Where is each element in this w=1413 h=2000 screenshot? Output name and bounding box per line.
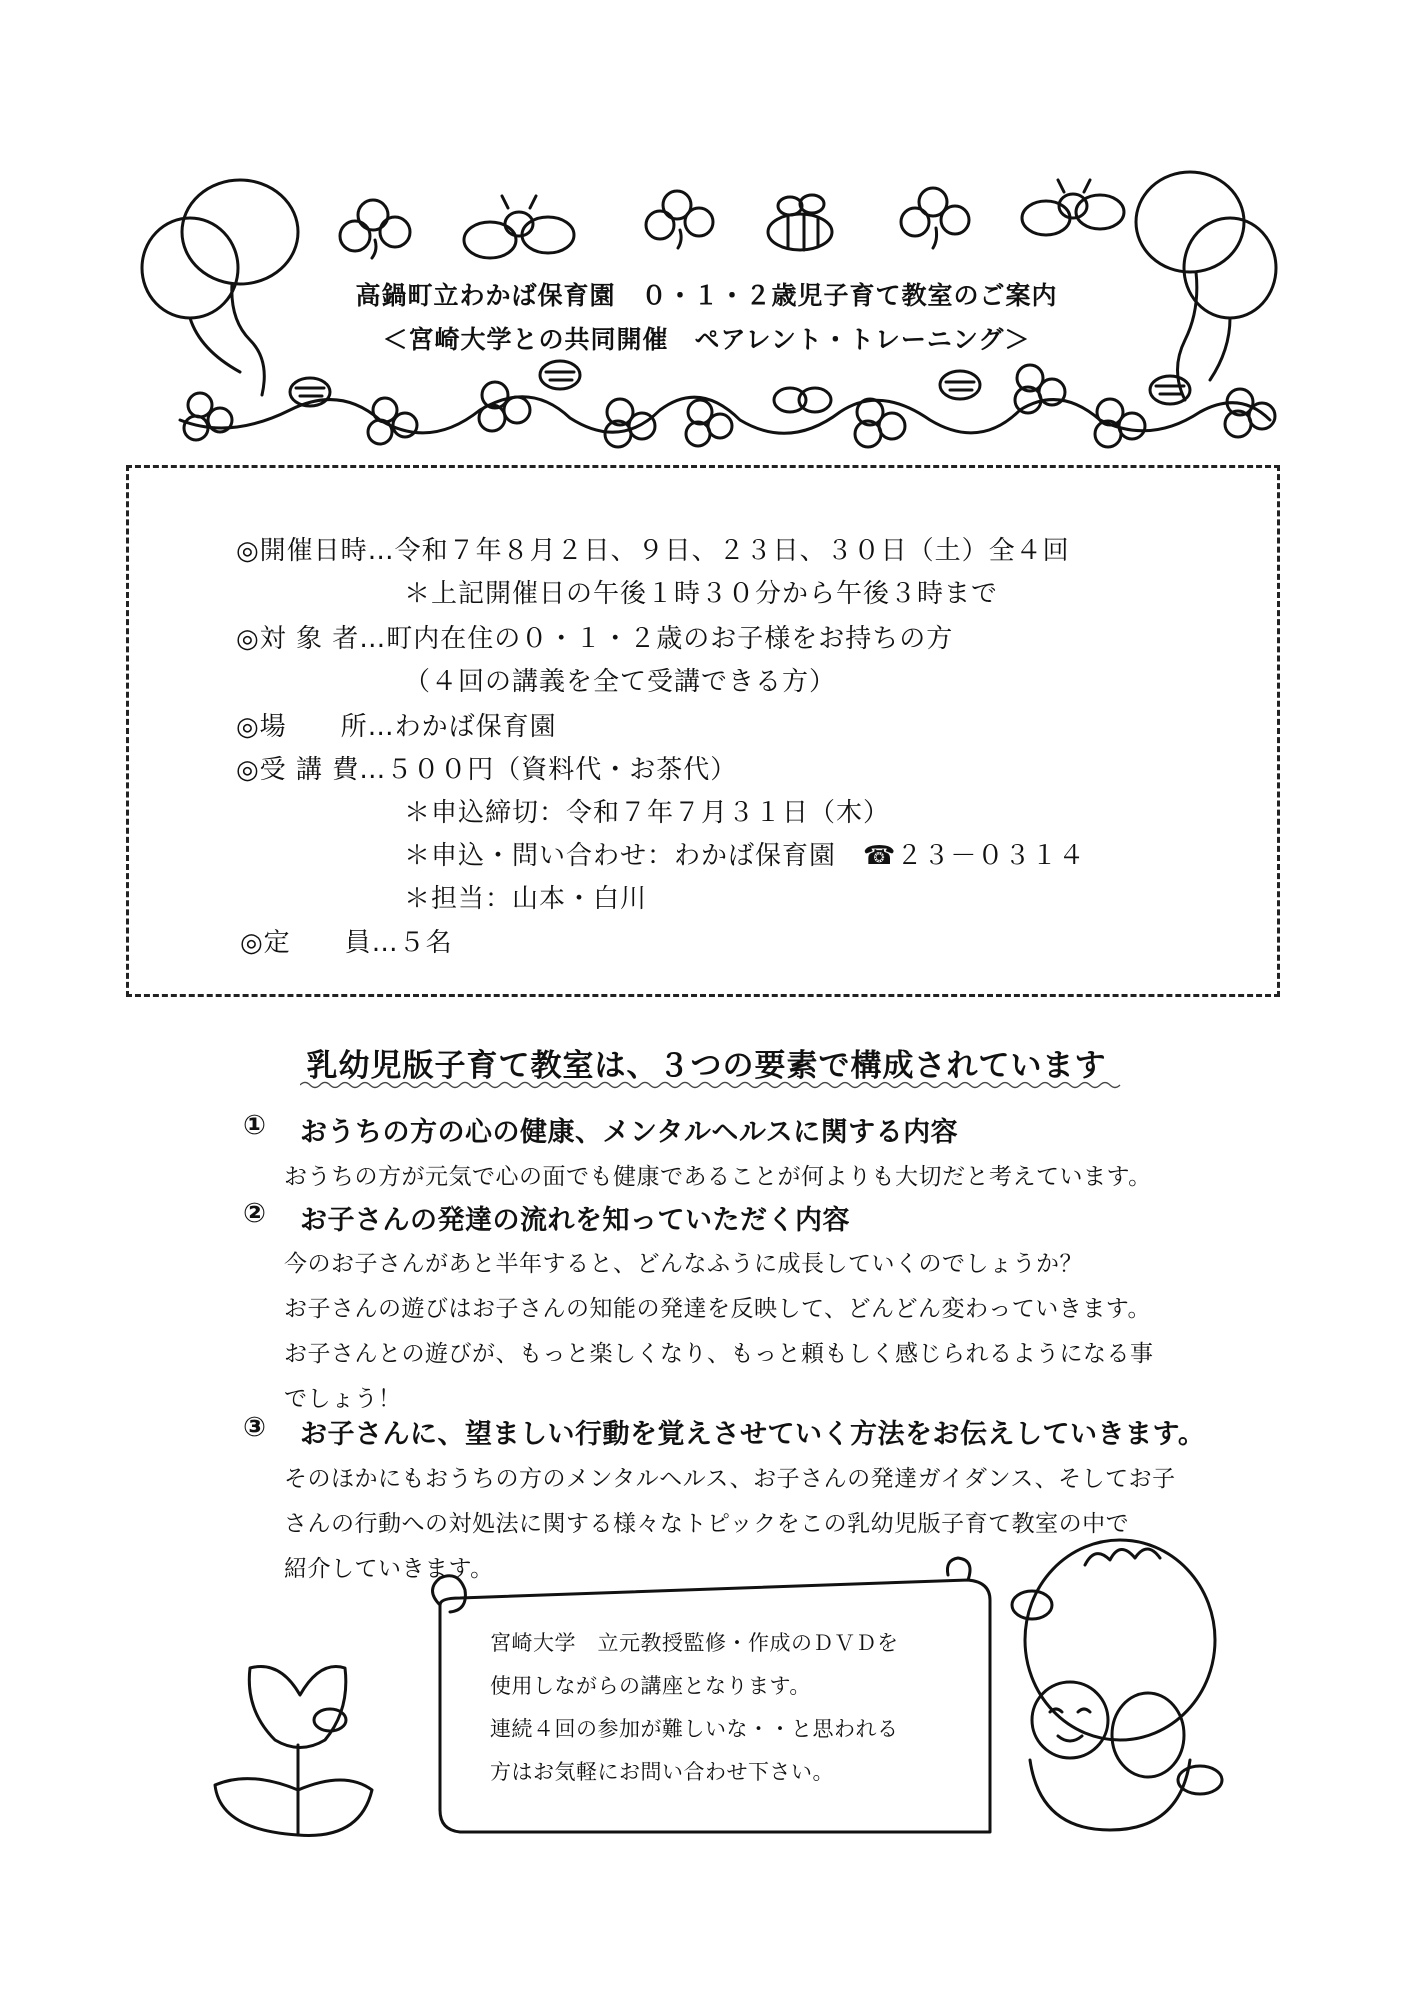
detail-line: （４回の講義を全て受講できる方） <box>404 667 837 697</box>
section-title: 乳幼児版子育て教室は、３つの要素で構成されています <box>306 1048 1107 1084</box>
note-line: 使用しながらの講座となります。 <box>490 1674 811 1698</box>
flower-icon <box>1150 376 1190 404</box>
note-line: 宮崎大学 立元教授監修・作成のＤＶＤを <box>490 1631 899 1655</box>
detail-line: ＊上記開催日の午後１時３０分から午後３時まで <box>404 579 999 609</box>
detail-line: ＊申込・問い合わせ：わかば保育園 ☎２３－０３１４ <box>404 841 1086 871</box>
wavy-underline <box>300 1080 1130 1090</box>
clover-icon <box>605 399 655 447</box>
tulip-icon <box>215 1667 372 1836</box>
detail-line: ◎開催日時…令和７年８月２日、９日、２３日、３０日（土）全４回 <box>236 536 1070 566</box>
clover-icon <box>646 191 713 248</box>
clover-icon <box>1225 389 1275 437</box>
detail-line: ◎対 象 者…町内在住の０・１・２歳のお子様をお持ちの方 <box>236 624 954 654</box>
note-line: 連続４回の参加が難しいな・・と思われる <box>490 1717 899 1741</box>
flower-icon <box>940 371 980 399</box>
item-body-line: そのほかにもおうちの方のメンタルヘルス、お子さんの発達ガイダンス、そしてお子 <box>284 1466 1176 1492</box>
clover-icon <box>184 393 232 440</box>
item-body-line: 紹介していきます。 <box>284 1556 494 1582</box>
item-body-line: でしょう！ <box>284 1386 402 1412</box>
item-body-line: 今のお子さんがあと半年すると、どんなふうに成長していくのでしょうか？ <box>284 1251 1083 1277</box>
item-number: ② <box>243 1198 266 1229</box>
clover-icon <box>855 399 905 447</box>
clover-icon <box>340 200 410 258</box>
item-title: お子さんの発達の流れを知っていただく内容 <box>300 1205 850 1236</box>
clover-icon <box>1015 365 1065 413</box>
item-body-line: お子さんとの遊びが、もっと楽しくなり、もっと頼もしく感じられるようになる事 <box>284 1341 1154 1367</box>
item-number: ③ <box>243 1412 266 1443</box>
flower-icon <box>540 361 580 389</box>
hot-air-balloon-icon <box>1012 1540 1222 1830</box>
detail-line: ◎定 員…５名 <box>240 928 453 958</box>
clover-icon <box>479 382 530 431</box>
item-number: ① <box>243 1110 266 1141</box>
detail-line: ＊担当：山本・白川 <box>404 884 648 914</box>
item-body-line: おうちの方が元気で心の面でも健康であることが何よりも大切だと考えています。 <box>284 1164 1152 1190</box>
clover-icon <box>368 398 417 444</box>
butterfly-bug-icon <box>464 196 574 258</box>
page-subtitle: ＜宮崎大学との共同開催 ペアレント・トレーニング＞ <box>382 325 1031 354</box>
clover-icon <box>901 188 969 248</box>
item-title: お子さんに、望ましい行動を覚えさせていく方法をお伝えしていきます。 <box>300 1419 1206 1450</box>
detail-line: ◎場 所…わかば保育園 <box>236 712 557 742</box>
detail-line: ◎受 講 費…５００円（資料代・お茶代） <box>236 755 738 785</box>
detail-line: ＊申込締切：令和７年７月３１日（木） <box>404 798 891 828</box>
item-title: おうちの方の心の健康、メンタルヘルスに関する内容 <box>300 1117 959 1148</box>
butterfly-icon <box>774 388 831 412</box>
page-title: 高鍋町立わかば保育園 ０・１・２歳児子育て教室のご案内 <box>355 281 1058 310</box>
item-body-line: さんの行動への対処法に関する様々なトピックをこの乳幼児版子育て教室の中で <box>284 1511 1130 1537</box>
butterfly-bug-icon <box>1022 180 1124 235</box>
clover-icon <box>1095 399 1145 447</box>
item-body-line: お子さんの遊びはお子さんの知能の発達を反映して、どんどん変わっていきます。 <box>284 1296 1151 1322</box>
note-line: 方はお気軽にお問い合わせ下さい。 <box>490 1760 834 1784</box>
bee-icon <box>768 195 832 250</box>
